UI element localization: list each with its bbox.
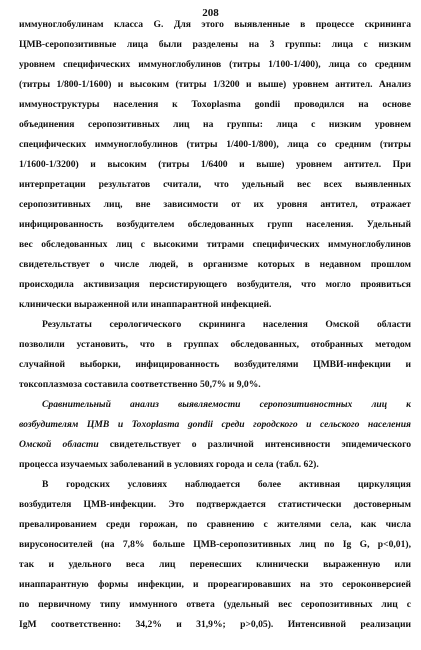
text-line: вирусоносителей (на 7,8% больше ЦМВ-серопозитивных лиц по Ig G, p<0,01), bbox=[19, 539, 411, 550]
emphasis-text: Омской области bbox=[19, 439, 99, 450]
text-line: возбудителя ЦМВ-инфекции. Это подтверждается статистически достоверным bbox=[19, 499, 411, 510]
text-line: процесса изучаемых заболеваний в условиях города и села (табл. 62). bbox=[19, 459, 319, 470]
text-line: 1/1600-1/3200) и высоким (титры 1/6400 и выше) уровнем антител. При bbox=[19, 159, 411, 170]
text-segment: свидетельствует о различной интенсивности эпидемического bbox=[98, 439, 411, 450]
text-line: происходила активизация персистирующего возбудителя, что могло проявиться bbox=[19, 279, 411, 290]
text-line: (титры 1/800-1/1600) и высоким (титры 1/3200 и выше) уровнем антител. Анализ bbox=[19, 79, 411, 90]
text-line: вес обследованных лиц с высокими титрами специфических иммуноглобулинов bbox=[19, 239, 411, 250]
text-line: иммуноструктуры населения к Toxoplasma gondii проводился на основе bbox=[19, 99, 411, 110]
text-line: объединения серопозитивных лиц на группы: лица с низким уровнем bbox=[19, 119, 411, 130]
text-line: интерпретации результатов считали, что удельный вес всех выявленных bbox=[19, 179, 411, 190]
text-line: IgM соответственно: 34,2% и 31,9%; p>0,05). Интенсивной реализации bbox=[19, 619, 411, 630]
text-line: возбудителям ЦМВ и Toxoplasma gondii среди городского и сельского населения bbox=[19, 419, 411, 430]
text-line: специфических иммуноглобулинов (титры 1/400-1/800), лица со средним (титры bbox=[19, 139, 411, 150]
text-line: В городских условиях наблюдается более активная циркуляция bbox=[42, 479, 411, 490]
text-line bbox=[19, 438, 411, 451]
text-line: Результаты серологического скрининга населения Омской области bbox=[42, 319, 411, 330]
text-line: инфицированность возбудителем обследованных групп населения. Удельный bbox=[19, 219, 411, 230]
text-line: инаппарантную формы инфекции, и прореагировавших на это сероконверсией bbox=[19, 579, 411, 590]
text-line: так и удельного веса лиц перенесших клинически выраженную или bbox=[19, 559, 411, 570]
text-line: уровнем специфических иммуноглобулинов (титры 1/100-1/400), лица со средним bbox=[19, 59, 411, 70]
text-line: позволили установить, что в группах обследованных, отобранных методом bbox=[19, 339, 411, 350]
text-line: свидетельствует о числе людей, в организме которых в недавном прошлом bbox=[19, 259, 411, 270]
text-line: иммуноглобулинам класса G. Для этого выявленные в процессе скрининга bbox=[19, 19, 411, 30]
text-line: токсоплазмоза составила соответственно 50,7% и 9,0%. bbox=[19, 379, 261, 390]
text-line: превалированием среди горожан, по сравнению с жителями села, как числа bbox=[19, 519, 411, 530]
text-line: клинически выраженной или инаппарантной инфекцией. bbox=[19, 299, 272, 310]
text-line: серопозитивных лиц, вне зависимости от их уровня антител, отражает bbox=[19, 199, 411, 210]
text-line: по первичному типу иммунного ответа (удельный вес серопозитивных лиц с bbox=[19, 599, 411, 610]
text-line: Сравнительный анализ выявляемости серопозитивностных лиц к bbox=[42, 399, 411, 410]
text-line: ЦМВ-серопозитивные лица были разделены на 3 группы: лица с низким bbox=[19, 39, 411, 50]
page-number: 208 bbox=[202, 7, 219, 19]
text-line: случайной выборки, инфицированность возбудителями ЦМВИ-инфекции и bbox=[19, 359, 411, 370]
